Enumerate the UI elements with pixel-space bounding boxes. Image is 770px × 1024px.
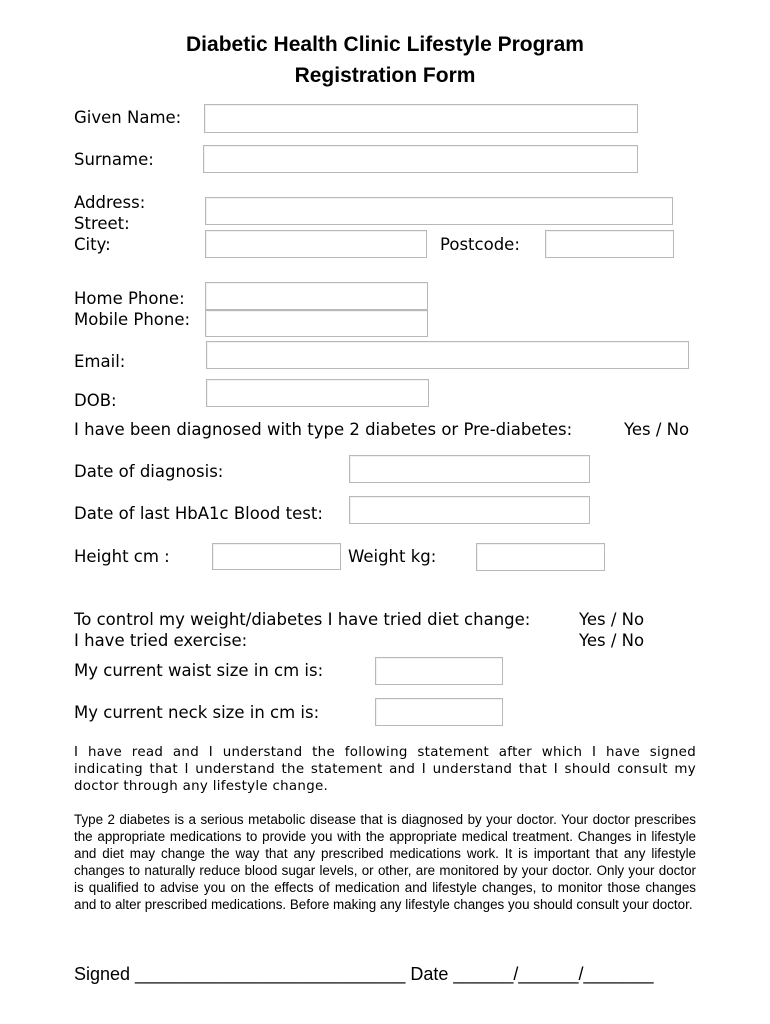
home-phone-label: Home Phone: — [74, 289, 185, 308]
waist-label: My current waist size in cm is: — [74, 661, 324, 680]
weight-label: Weight kg: — [348, 547, 437, 566]
neck-field[interactable] — [375, 698, 503, 726]
postcode-field[interactable] — [545, 230, 674, 258]
form-subtitle: Registration Form — [294, 64, 476, 87]
diagnosed-label: I have been diagnosed with type 2 diabetes or Pre-diabetes: — [74, 420, 573, 439]
height-label: Height cm : — [74, 547, 170, 566]
disclaimer-paragraph: Type 2 diabetes is a serious metabolic disease that is diagnosed by your doctor. Your doctor prescribes the appropriate medications to provide you with the appropriate medical treatment. Changes in lifestyle and diet may change the way that any prescribed medications work. It is important that any lifestyle changes to naturally reduce blood sugar levels, or other, are monitored by your doctor. Only your doctor is qualified to advise you on the effects of medication and lifestyle changes, to monitor those changes and to alter prescribed medications. Before making any lifestyle changes you should consult your doctor. — [74, 812, 696, 912]
surname-label: Surname: — [74, 150, 154, 169]
street-label: Street: — [74, 214, 130, 233]
email-field[interactable] — [206, 341, 689, 369]
home-phone-field[interactable] — [205, 282, 428, 310]
surname-field[interactable] — [203, 145, 638, 173]
dob-field[interactable] — [206, 379, 429, 407]
hba1c-date-field[interactable] — [349, 496, 590, 524]
mobile-phone-field[interactable] — [205, 310, 428, 337]
mobile-phone-label: Mobile Phone: — [74, 310, 191, 329]
address-label: Address: — [74, 193, 146, 212]
postcode-label: Postcode: — [440, 235, 520, 254]
tried-diet-yes-no[interactable]: Yes / No — [579, 610, 645, 629]
waist-field[interactable] — [375, 657, 503, 685]
given-name-field[interactable] — [204, 104, 638, 133]
signature-date-line[interactable]: Signed ___________________________ Date ______/______/_______ — [74, 964, 654, 984]
form-title: Diabetic Health Clinic Lifestyle Program — [186, 33, 584, 56]
tried-exercise-label: I have tried exercise: — [74, 631, 248, 650]
dob-label: DOB: — [74, 391, 117, 410]
tried-diet-label: To control my weight/diabetes I have tried diet change: — [74, 610, 531, 629]
diagnosed-yes-no[interactable]: Yes / No — [624, 420, 690, 439]
city-field[interactable] — [205, 230, 427, 258]
neck-label: My current neck size in cm is: — [74, 703, 320, 722]
weight-field[interactable] — [476, 543, 605, 571]
email-label: Email: — [74, 352, 126, 371]
height-field[interactable] — [212, 543, 341, 570]
acknowledgement-statement: I have read and I understand the following statement after which I have signed indicating that I understand the statement and I understand that I should consult my doctor through any lifestyle change. — [74, 745, 696, 794]
date-of-diagnosis-field[interactable] — [349, 455, 590, 483]
street-field[interactable] — [205, 197, 673, 225]
city-label: City: — [74, 235, 111, 254]
tried-exercise-yes-no[interactable]: Yes / No — [579, 631, 645, 650]
hba1c-date-label: Date of last HbA1c Blood test: — [74, 504, 323, 523]
given-name-label: Given Name: — [74, 108, 182, 127]
date-of-diagnosis-label: Date of diagnosis: — [74, 462, 224, 481]
